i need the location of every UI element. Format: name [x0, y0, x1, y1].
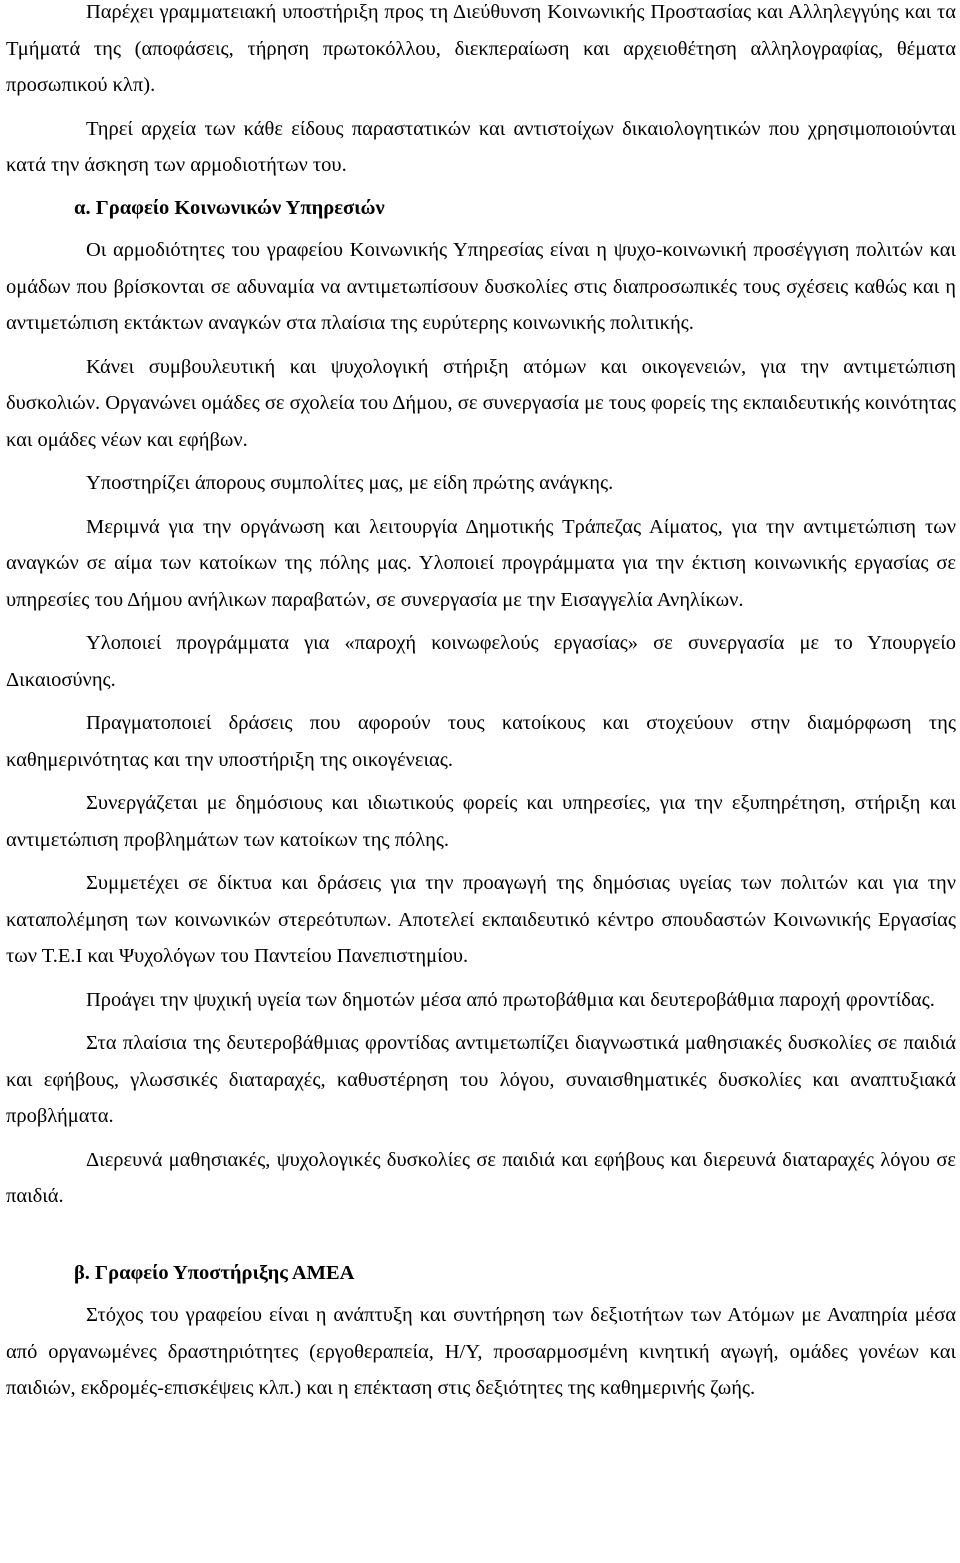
- section-a-paragraph-1: Οι αρμοδιότητες του γραφείου Κοινωνικής Υπηρεσίας είναι η ψυχο-κοινωνική προσέγγιση πολιτών και ομάδων που βρίσκονται σε αδυναμία να αντιμετωπίσουν δυσκολίες στις διαπροσωπικές τους σχέσεις καθώς και η αντιμετώπιση εκτάκτων αναγκών στα πλαίσια της ευρύτερης κοινωνικής πολιτικής.: [6, 239, 956, 334]
- section-b-paragraph-1: Στόχος του γραφείου είναι η ανάπτυξη και συντήρηση των δεξιοτήτων των Ατόμων με Αναπηρία μέσα από οργανωμένες δραστηριότητες (εργοθεραπεία, Η/Υ, προσαρμοσμένη κινητική αγωγή, ομάδες γονέων και παιδιών, εκδρομές-επισκέψεις κλπ.) και η επέκταση στις δεξιότητες της καθημερινής ζωής.: [6, 1304, 956, 1399]
- section-a-heading: α. Γραφείο Κοινωνικών Υπηρεσιών: [74, 196, 385, 219]
- section-a-paragraph-4: Μεριμνά για την οργάνωση και λειτουργία Δημοτικής Τράπεζας Αίματος, για την αντιμετώπιση των αναγκών σε αίμα των κατοίκων της πόλης μας. Υλοποιεί προγράμματα για την έκτιση κοινωνικής εργασίας σε υπηρεσίες του Δήμου ανήλικων παραβατών, σε συνεργασία με την Εισαγγελία Ανηλίκων.: [6, 515, 956, 611]
- intro-paragraph-2: Τηρεί αρχεία των κάθε είδους παραστατικών και αντιστοίχων δικαιολογητικών που χρησιμοποιούνται κατά την άσκηση των αρμοδιοτήτων του.: [6, 117, 956, 176]
- section-a-paragraph-5: Υλοποιεί προγράμματα για «παροχή κοινωφελούς εργασίας» σε συνεργασία με το Υπουργείο Δικαιοσύνης.: [6, 632, 956, 691]
- section-a-paragraph-9: Προάγει την ψυχική υγεία των δημοτών μέσα από πρωτοβάθμια και δευτεροβάθμια παροχή φροντίδας.: [86, 988, 935, 1011]
- section-a-paragraph-7: Συνεργάζεται με δημόσιους και ιδιωτικούς φορείς και υπηρεσίες, για την εξυπηρέτηση, στήριξη και αντιμετώπιση προβλημάτων των κατοίκων της πόλης.: [6, 792, 956, 851]
- section-b-heading: β. Γραφείο Υποστήριξης ΑΜΕΑ: [74, 1261, 355, 1284]
- section-a-paragraph-3: Υποστηρίζει άπορους συμπολίτες μας, με είδη πρώτης ανάγκης.: [86, 472, 614, 494]
- section-a-paragraph-2: Κάνει συμβουλευτική και ψυχολογική στήριξη ατόμων και οικογενειών, για την αντιμετώπιση δυσκολιών. Οργανώνει ομάδες σε σχολεία του Δήμου, σε συνεργασία με τους φορείς της εκπαιδευτικής κοινότητας και ομάδες νέων και εφήβων.: [6, 355, 956, 451]
- section-a-paragraph-6: Πραγματοποιεί δράσεις που αφορούν τους κατοίκους και στοχεύουν στην διαμόρφωση της καθημερινότητας και την υποστήριξη της οικογένειας.: [6, 712, 956, 771]
- document-page: [6, 0, 956, 1407]
- intro-paragraph-1: Παρέχει γραμματειακή υποστήριξη προς τη Διεύθυνση Κοινωνικής Προστασίας και Αλληλεγγύης και τα Τμήματά της (αποφάσεις, τήρηση πρωτοκόλλου, διεκπεραίωση και αρχειοθέτηση αλληλογραφίας, θέματα προσωπικού κλπ).: [6, 1, 956, 96]
- section-a-paragraph-8: Συμμετέχει σε δίκτυα και δράσεις για την προαγωγή της δημόσιας υγείας των πολιτών και για την καταπολέμηση των κοινωνικών στερεότυπων. Αποτελεί εκπαιδευτικό κέντρο σπουδαστών Κοινωνικής Εργασίας των Τ.Ε.Ι και Ψυχολόγων του Παντείου Πανεπιστημίου.: [6, 872, 956, 967]
- section-a-paragraph-11: Διερευνά μαθησιακές, ψυχολογικές δυσκολίες σε παιδιά και εφήβους και διερευνά διαταραχές λόγου σε παιδιά.: [6, 1148, 956, 1207]
- section-a-paragraph-10: Στα πλαίσια της δευτεροβάθμιας φροντίδας αντιμετωπίζει διαγνωστικά μαθησιακές δυσκολίες σε παιδιά και εφήβους, γλωσσικές διαταραχές, καθυστέρηση του λόγου, συναισθηματικές δυσκολίες και αναπτυξιακά προβλήματα.: [6, 1032, 956, 1127]
